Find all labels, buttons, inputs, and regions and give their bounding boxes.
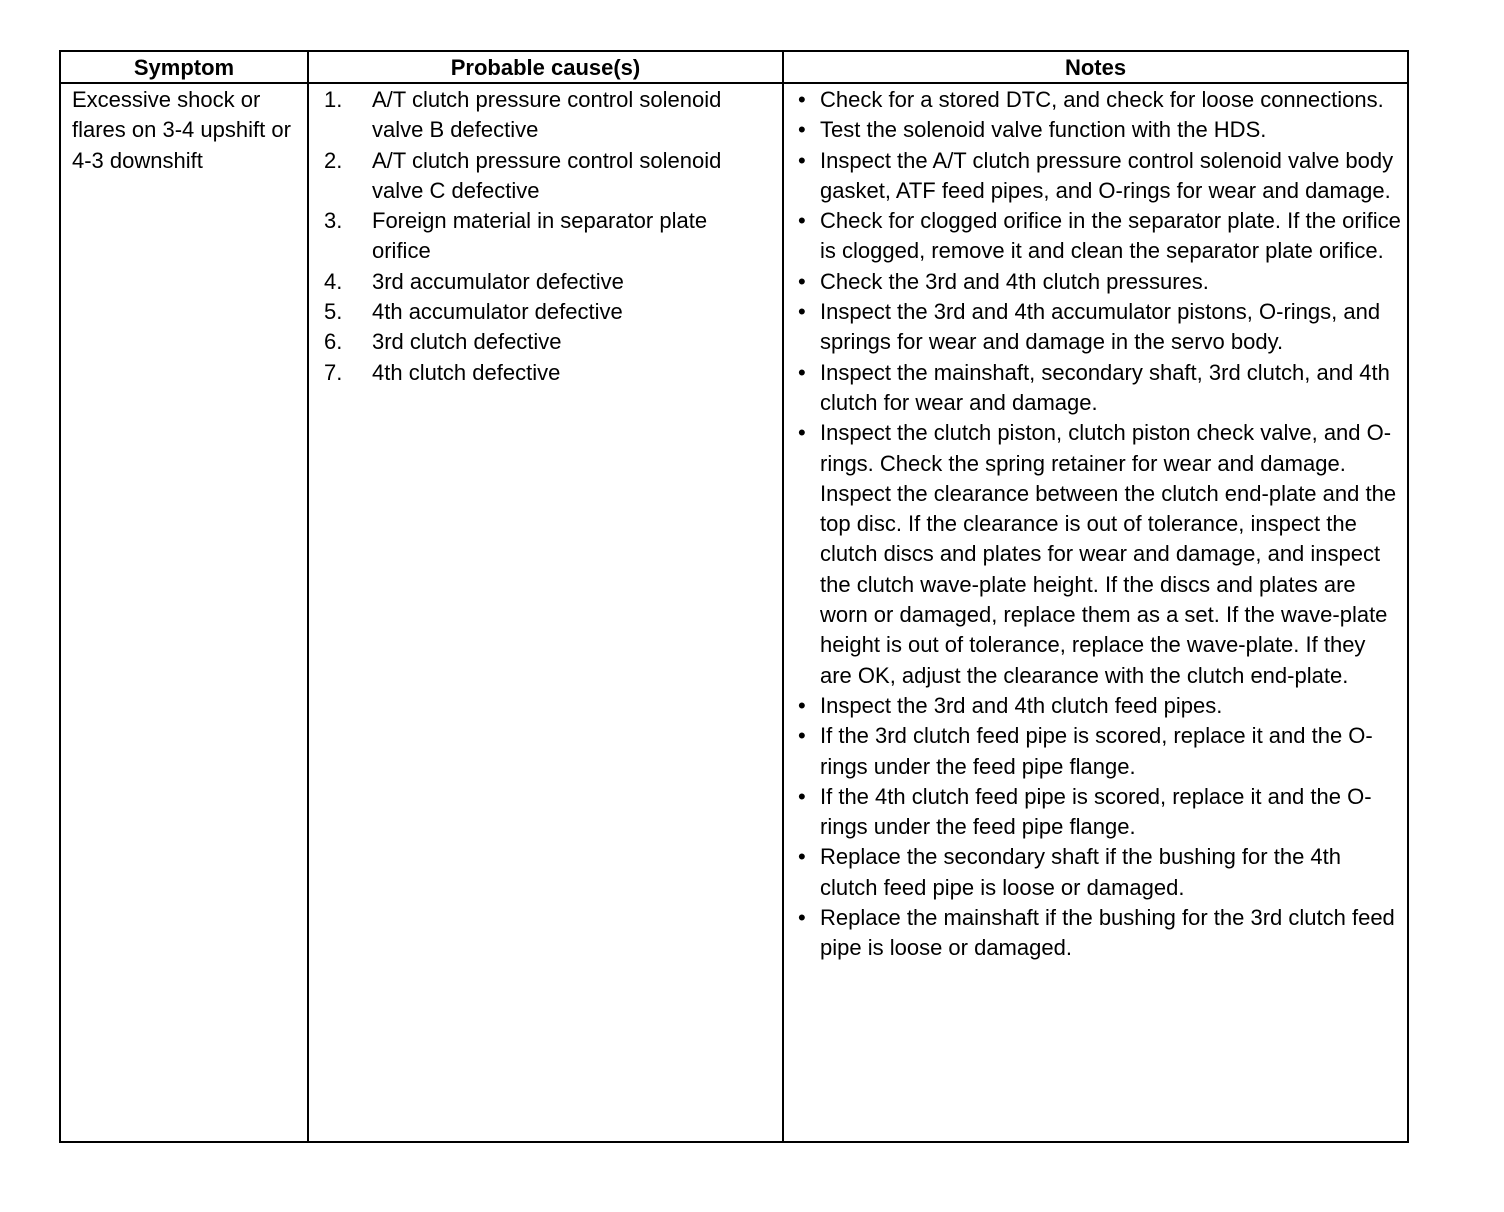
note-item bbox=[798, 206, 1403, 267]
note-text: Inspect the mainshaft, secondary shaft, 3rd clutch, and 4th clutch for wear and damage. bbox=[820, 359, 1390, 415]
header-probable-causes: Probable cause(s) bbox=[450, 55, 641, 80]
bullet-icon: • bbox=[798, 783, 806, 809]
cause-text: 4th clutch defective bbox=[372, 359, 561, 385]
cause-number: 7. bbox=[324, 359, 343, 385]
causes-cell bbox=[324, 85, 724, 388]
note-text: If the 4th clutch feed pipe is scored, replace it and the O-rings under the feed pipe flange. bbox=[820, 783, 1372, 840]
note-text: If the 3rd clutch feed pipe is scored, replace it and the O-rings under the feed pipe flange. bbox=[820, 723, 1373, 779]
bullet-icon: • bbox=[798, 844, 806, 870]
note-item bbox=[798, 721, 1403, 782]
bullet-icon: • bbox=[798, 692, 806, 718]
note-item bbox=[798, 358, 1403, 419]
bullet-icon: • bbox=[798, 117, 806, 143]
note-text: Check for clogged orifice in the separator plate. If the orifice is clogged, remove it and clean the separator plate orifice. bbox=[820, 208, 1401, 264]
header-symptom: Symptom bbox=[133, 55, 235, 80]
cause-text: 3rd accumulator defective bbox=[372, 268, 624, 294]
note-text: Inspect the A/T clutch pressure control solenoid valve body gasket, ATF feed pipes, and O-rings for wear and damage. bbox=[820, 147, 1394, 203]
bullet-icon: • bbox=[798, 87, 806, 112]
cause-item bbox=[324, 85, 724, 146]
notes-list bbox=[798, 85, 1403, 964]
cause-item bbox=[324, 146, 724, 207]
bullet-icon: • bbox=[798, 299, 806, 325]
causes-list bbox=[324, 85, 724, 388]
cause-item bbox=[324, 327, 724, 357]
symptom-cell bbox=[72, 85, 302, 176]
note-item bbox=[798, 267, 1403, 297]
header-notes: Notes bbox=[1064, 55, 1127, 80]
notes-cell bbox=[798, 85, 1403, 964]
cause-number: 4. bbox=[324, 268, 343, 294]
note-text: Replace the mainshaft if the bushing for the 3rd clutch feed pipe is loose or damaged. bbox=[820, 905, 1395, 961]
bullet-icon: • bbox=[798, 905, 806, 931]
note-text: Test the solenoid valve function with the HDS. bbox=[820, 117, 1267, 143]
bullet-icon: • bbox=[798, 268, 806, 294]
troubleshooting-table bbox=[59, 50, 1409, 1143]
note-item bbox=[798, 115, 1403, 145]
cause-number: 3. bbox=[324, 208, 343, 234]
bullet-icon: • bbox=[798, 420, 806, 446]
cause-text: 3rd clutch defective bbox=[372, 329, 562, 355]
column-divider bbox=[307, 52, 309, 1141]
note-item bbox=[798, 418, 1403, 691]
note-item bbox=[798, 691, 1403, 721]
header-divider bbox=[61, 82, 1407, 84]
note-item bbox=[798, 842, 1403, 903]
symptom-text: Excessive shock or flares on 3-4 upshift or 4-3 downshift bbox=[72, 87, 291, 173]
note-text: Inspect the clutch piston, clutch piston check valve, and O-rings. Check the spring retainer for wear and damage. Inspect the clearance between the clutch end-plate and the top disc. If the clearance is out of tolerance, inspect the clutch discs and plates for wear and damage, and inspect the clutch wave-plate height. If the discs and plates are worn or damaged, replace them as a set. If the wave-plate height is out of tolerance, replace the wave-plate. If they are OK, adjust the clearance with the clutch end-plate. bbox=[820, 420, 1397, 688]
bullet-icon: • bbox=[798, 147, 806, 173]
cause-item bbox=[324, 358, 724, 388]
bullet-icon: • bbox=[798, 359, 806, 385]
cause-number: 6. bbox=[324, 329, 343, 355]
note-item bbox=[798, 85, 1403, 115]
note-text: Check the 3rd and 4th clutch pressures. bbox=[820, 268, 1209, 294]
cause-item bbox=[324, 297, 724, 327]
cause-item bbox=[324, 206, 724, 267]
bullet-icon: • bbox=[798, 208, 806, 234]
cause-number: 2. bbox=[324, 147, 343, 173]
note-text: Replace the secondary shaft if the bushing for the 4th clutch feed pipe is loose or damaged. bbox=[820, 844, 1341, 900]
cause-text: 4th accumulator defective bbox=[372, 299, 623, 325]
note-item bbox=[798, 782, 1403, 843]
cause-number: 5. bbox=[324, 299, 343, 325]
note-item bbox=[798, 903, 1403, 964]
cause-number: 1. bbox=[324, 87, 343, 112]
note-text: Inspect the 3rd and 4th accumulator pistons, O-rings, and springs for wear and damage in the servo body. bbox=[820, 299, 1381, 355]
cause-text: A/T clutch pressure control solenoid valve B defective bbox=[372, 87, 722, 143]
note-item bbox=[798, 146, 1403, 207]
note-item bbox=[798, 297, 1403, 358]
bullet-icon: • bbox=[798, 723, 806, 749]
column-divider bbox=[782, 52, 784, 1141]
cause-text: A/T clutch pressure control solenoid valve C defective bbox=[372, 147, 722, 203]
cause-text: Foreign material in separator plate orifice bbox=[372, 208, 708, 264]
note-text: Check for a stored DTC, and check for loose connections. bbox=[820, 87, 1384, 112]
note-text: Inspect the 3rd and 4th clutch feed pipes. bbox=[820, 692, 1223, 718]
cause-item bbox=[324, 267, 724, 297]
